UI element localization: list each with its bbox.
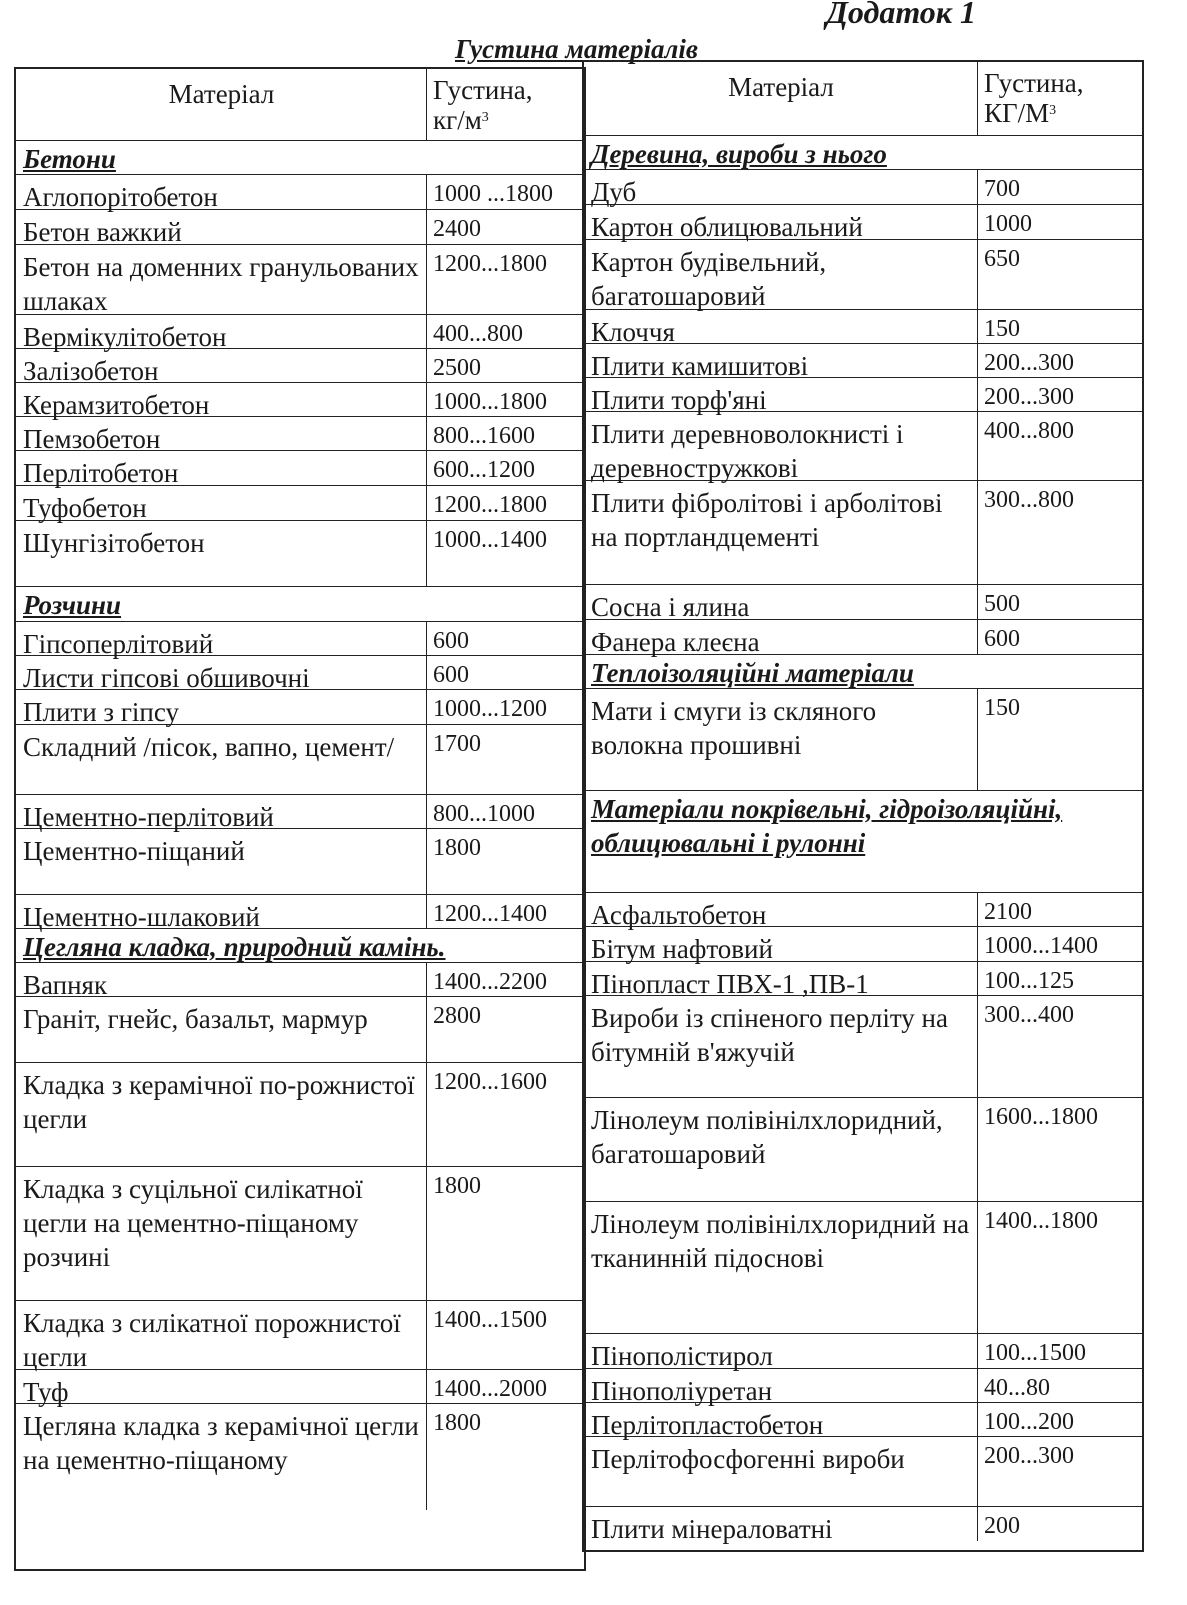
table-row: [584, 378, 1142, 415]
left-header-row: [16, 69, 584, 141]
material-cell: Кладка з силікатної порожнистої цегли: [23, 1308, 401, 1372]
material-cell: Фанера клеєна: [591, 627, 760, 657]
table-row: [16, 486, 584, 521]
material-cell: Бітум нафтовий: [591, 934, 773, 964]
density-cell: 2800: [426, 997, 584, 1062]
material-cell: Складний /пісок, вапно, цемент/: [23, 732, 395, 762]
material-cell: Кладка з суцільної силікатної цегли на цементно-піщаному розчині: [23, 1174, 363, 1272]
density-cell: 400...800: [426, 315, 584, 348]
appendix-label: Додаток 1: [826, 0, 976, 30]
material-cell: Плити з гіпсу: [23, 697, 179, 727]
table-row: [16, 1063, 584, 1167]
density-cell: 1600...1800: [977, 1098, 1142, 1201]
table-row: [16, 656, 584, 693]
material-cell: Пінопласт ПВХ-1 ,ПВ-1: [591, 969, 869, 999]
density-cell: 150: [977, 689, 1142, 790]
density-cell: 700: [977, 170, 1142, 204]
density-cell: 300...800: [977, 481, 1142, 584]
table-row: [16, 1404, 584, 1510]
density-cell: 100...1500: [977, 1334, 1142, 1368]
table-row: [584, 893, 1142, 930]
table-row: [16, 315, 584, 352]
material-cell: Перлітофосфогенні вироби: [591, 1444, 905, 1474]
section-title: Цегляна кладка, природний камінь.: [23, 932, 446, 962]
density-cell: 600: [426, 622, 584, 655]
material-cell: Мати і смуги із скляного волокна прошивні: [591, 696, 877, 760]
material-cell: Плити деревноволокнисті і деревностружкові: [591, 419, 904, 483]
section-header-row: [584, 136, 1142, 170]
density-cell: 1200...1600: [426, 1063, 584, 1166]
material-column-header: Матеріал: [168, 79, 275, 109]
material-cell: Пемзобетон: [23, 424, 161, 454]
density-cell: 2100: [977, 893, 1142, 926]
material-cell: Туфобетон: [23, 493, 147, 523]
density-cell: 2500: [426, 349, 584, 382]
left-table-half: [14, 67, 586, 1571]
table-row: [584, 1098, 1142, 1202]
unit-power: 3: [1049, 103, 1057, 118]
material-cell: Картон будівельний, багатошаровий: [591, 247, 827, 311]
density-cell: 1800: [426, 1167, 584, 1300]
section-header-row: [584, 655, 1142, 689]
table-row: [584, 620, 1142, 655]
density-column-header: [977, 62, 1142, 135]
section-header-row: [584, 791, 1142, 893]
material-cell: Шунгізітобетон: [23, 528, 205, 558]
section-header-row: [16, 587, 584, 622]
density-cell: 1000...1400: [977, 927, 1142, 961]
density-header-unit: КГ/М: [984, 98, 1050, 128]
density-cell: 400...800: [977, 412, 1142, 480]
material-cell: Цементно-піщаний: [23, 836, 245, 866]
section-title: Бетони: [23, 144, 116, 174]
table-row: [16, 349, 584, 386]
table-row: [584, 689, 1142, 791]
material-cell: Плити камишитові: [591, 351, 809, 381]
density-cell: 1200...1800: [426, 245, 584, 314]
material-cell: Граніт, гнейс, базальт, мармур: [23, 1004, 368, 1034]
section-title: Теплоізоляційні матеріали: [591, 658, 914, 688]
material-cell: Дуб: [591, 177, 637, 207]
material-cell: Вермікулітобетон: [23, 322, 227, 352]
density-cell: 500: [977, 585, 1142, 619]
density-cell: 200: [977, 1507, 1142, 1541]
material-cell: Туф: [23, 1377, 69, 1407]
density-cell: 1700: [426, 725, 584, 794]
material-cell: Бетон на доменних гранульованих шлаках: [23, 252, 419, 316]
material-cell: Цементно-шлаковий: [23, 902, 260, 932]
material-cell: Клоччя: [591, 317, 675, 347]
table-row: [16, 451, 584, 486]
material-cell: Вироби із спіненого перліту на бітумній в'яжучій: [591, 1003, 948, 1067]
table-row: [584, 962, 1142, 999]
table-row: [584, 1403, 1142, 1440]
table-row: [16, 895, 584, 932]
material-cell: Лінолеум полівінілхлоридний на тканинній підоснові: [591, 1209, 970, 1273]
table-row: [16, 175, 584, 210]
material-column-header: Матеріал: [728, 72, 834, 102]
density-cell: 100...125: [977, 962, 1142, 995]
table-row: [584, 205, 1142, 240]
unit-power: 3: [481, 110, 489, 125]
material-cell: Цегляна кладка з керамічної цегли на цементно-піщаному: [23, 1411, 419, 1475]
right-header-row: [584, 62, 1142, 136]
material-cell: Аглопорітобетон: [23, 182, 218, 212]
table-row: [584, 1369, 1142, 1406]
material-cell: Керамзитобетон: [23, 390, 210, 420]
density-cell: 600: [977, 620, 1142, 654]
density-cell: 1400...2000: [426, 1370, 584, 1403]
section-title: Розчини: [23, 590, 122, 620]
section-title: Деревина, вироби з нього: [591, 139, 887, 169]
table-row: [16, 829, 584, 895]
table-row: [16, 1167, 584, 1301]
table-row: [584, 344, 1142, 381]
density-cell: 200...300: [977, 1437, 1142, 1506]
section-header-row: [16, 929, 584, 963]
table-row: [584, 481, 1142, 585]
material-cell: Гіпсоперлітовий: [23, 629, 214, 659]
density-cell: 800...1000: [426, 795, 584, 828]
table-title: Густина матеріалів: [455, 34, 698, 64]
density-column-header: [426, 69, 584, 140]
table-row: [16, 997, 584, 1063]
density-cell: 1000...1200: [426, 690, 584, 724]
material-cell: Сосна і ялина: [591, 592, 750, 622]
material-cell: Асфальтобетон: [591, 900, 767, 930]
table-row: [16, 210, 584, 245]
density-cell: 1000 ...1800: [426, 175, 584, 209]
table-row: [584, 996, 1142, 1098]
density-cell: 600: [426, 656, 584, 689]
density-cell: 1000: [977, 205, 1142, 239]
table-row: [16, 725, 584, 795]
density-cell: 300...400: [977, 996, 1142, 1097]
table-row: [16, 622, 584, 659]
table-row: [584, 412, 1142, 481]
table-row: [584, 927, 1142, 962]
table-row: [584, 1202, 1142, 1334]
section-title: Матеріали покрівельні, гідроізоляційні, облицювальні і рулонні: [591, 794, 1063, 858]
density-cell: 650: [977, 240, 1142, 309]
material-cell: Картон облицювальний: [591, 212, 863, 242]
table-row: [584, 1437, 1142, 1507]
material-cell: Пінополістирол: [591, 1341, 773, 1371]
table-row: [16, 245, 584, 315]
density-cell: 1200...1800: [426, 486, 584, 520]
material-cell: Перлітопластобетон: [591, 1410, 824, 1440]
table-row: [584, 1507, 1142, 1544]
material-cell: Плити торф'яні: [591, 385, 767, 415]
density-cell: 800...1600: [426, 417, 584, 450]
material-cell: Лінолеум полівінілхлоридний, багатошаровий: [591, 1105, 943, 1169]
density-cell: 1400...1500: [426, 1301, 584, 1369]
material-cell: Плити мінераловатні: [591, 1514, 833, 1544]
section-header-row: [16, 141, 584, 175]
material-cell: Листи гіпсові обшивочні: [23, 663, 310, 693]
table-row: [16, 795, 584, 832]
density-cell: 100...200: [977, 1403, 1142, 1436]
material-cell: Пінополіуретан: [591, 1376, 773, 1406]
material-cell: Цементно-перлітовий: [23, 802, 274, 832]
density-cell: 1200...1400: [426, 895, 584, 928]
material-cell: Перлітобетон: [23, 458, 179, 488]
table-row: [16, 383, 584, 420]
density-header-unit: кг/м: [433, 105, 482, 135]
density-cell: 40...80: [977, 1369, 1142, 1402]
table-row: [16, 1370, 584, 1407]
table-row: [16, 963, 584, 1000]
material-cell: Залізобетон: [23, 356, 159, 386]
table-row: [16, 521, 584, 587]
table-row: [584, 585, 1142, 620]
right-table-half: [582, 60, 1144, 1552]
table-row: [16, 417, 584, 454]
table-row: [584, 1334, 1142, 1369]
density-cell: 1400...2200: [426, 963, 584, 996]
table-row: [584, 310, 1142, 347]
material-cell: Кладка з керамічної по-рожнистої цегли: [23, 1070, 415, 1134]
density-cell: 2400: [426, 210, 584, 244]
density-cell: 200...300: [977, 344, 1142, 377]
density-cell: 600...1200: [426, 451, 584, 485]
table-row: [16, 1301, 584, 1370]
density-cell: 1800: [426, 829, 584, 894]
density-cell: 1000...1800: [426, 383, 584, 416]
material-cell: Плити фібролітові і арболітові на портландцементі: [591, 488, 943, 552]
material-cell: Бетон важкий: [23, 217, 182, 247]
table-row: [16, 690, 584, 725]
density-cell: 150: [977, 310, 1142, 343]
table-row: [584, 170, 1142, 205]
table-row: [584, 240, 1142, 310]
density-header-label: Густина,: [984, 68, 1084, 98]
density-cell: 1000...1400: [426, 521, 584, 586]
density-cell: 200...300: [977, 378, 1142, 411]
density-cell: 1800: [426, 1404, 584, 1510]
density-cell: 1400...1800: [977, 1202, 1142, 1333]
density-header-label: Густина,: [433, 75, 533, 105]
material-cell: Вапняк: [23, 970, 108, 1000]
